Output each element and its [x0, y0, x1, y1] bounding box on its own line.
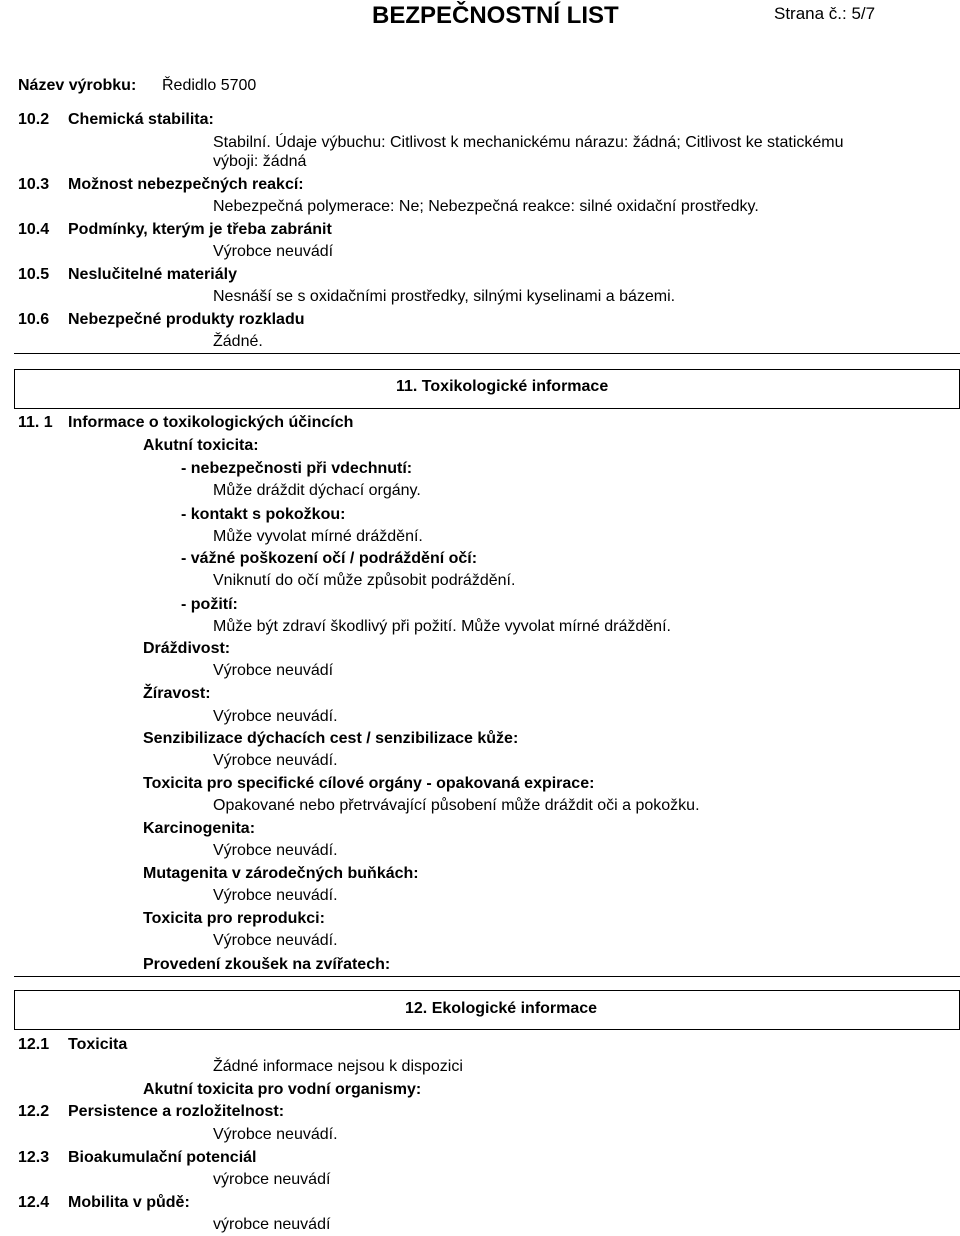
stot-text: Opakované nebo přetrvávající působení může dráždit oči a pokožku. [213, 797, 700, 814]
animal-tests-label: Provedení zkoušek na zvířatech: [143, 956, 391, 973]
section-10-2-title: Chemická stabilita: [68, 111, 214, 128]
sensitization-text: Výrobce neuvádí. [213, 752, 338, 769]
section-12-3-text: výrobce neuvádí [213, 1171, 331, 1188]
section-12-2-number: 12.2 [18, 1103, 50, 1120]
product-name-value: Ředidlo 5700 [162, 77, 257, 94]
section-12-2-text: Výrobce neuvádí. [213, 1126, 338, 1143]
inhalation-text: Může dráždit dýchací orgány. [213, 482, 421, 499]
section-10-3-number: 10.3 [18, 176, 50, 193]
section-11-heading: 11. Toxikologické informace [396, 378, 609, 395]
ingestion-label: - požití: [181, 596, 238, 613]
section-10-6-text: Žádné. [213, 333, 263, 350]
section-12-4-text: výrobce neuvádí [213, 1216, 331, 1233]
section-12-heading: 12. Ekologické informace [405, 1000, 598, 1017]
section-10-2-number: 10.2 [18, 111, 50, 128]
eye-damage-label: - vážné poškození očí / podráždění očí: [181, 550, 478, 567]
reproductive-toxicity-label: Toxicita pro reprodukci: [143, 910, 325, 927]
section-12-4-title: Mobilita v půdě: [68, 1194, 190, 1211]
section-10-5-number: 10.5 [18, 266, 50, 283]
section-10-4-title: Podmínky, kterým je třeba zabránit [68, 221, 332, 238]
corrosion-text: Výrobce neuvádí. [213, 708, 338, 725]
acute-toxicity-label: Akutní toxicita: [143, 437, 259, 454]
document-title: BEZPEČNOSTNÍ LIST [372, 2, 619, 29]
aquatic-toxicity-label: Akutní toxicita pro vodní organismy: [143, 1081, 422, 1098]
carcinogenicity-label: Karcinogenita: [143, 820, 256, 837]
mutagenicity-label: Mutagenita v zárodečných buňkách: [143, 865, 419, 882]
section-10-2-text-line1: Stabilní. Údaje výbuchu: Citlivost k mechanickému nárazu: žádná; Citlivost ke statickému [213, 134, 844, 151]
section-12-2-title: Persistence a rozložitelnost: [68, 1103, 285, 1120]
section-12-3-number: 12.3 [18, 1149, 50, 1166]
section-12-3-title: Bioakumulační potenciál [68, 1149, 257, 1166]
section-10-4-number: 10.4 [18, 221, 50, 238]
sensitization-label: Senzibilizace dýchacích cest / senzibilizace kůže: [143, 730, 519, 747]
skin-contact-label: - kontakt s pokožkou: [181, 506, 346, 523]
section-10-2-text-line2: výboji: žádná [213, 153, 307, 170]
section-10-4-text: Výrobce neuvádí [213, 243, 334, 260]
section-11-1-number: 11. 1 [18, 414, 53, 431]
section-10-6-number: 10.6 [18, 311, 50, 328]
section-12-4-number: 12.4 [18, 1194, 50, 1211]
section-10-6-title: Nebezpečné produkty rozkladu [68, 311, 305, 328]
section-12-1-number: 12.1 [18, 1036, 50, 1053]
eye-damage-text: Vniknutí do očí může způsobit podráždění. [213, 572, 516, 589]
section-12-1-title: Toxicita [68, 1036, 128, 1053]
inhalation-label: - nebezpečnosti při vdechnutí: [181, 460, 413, 477]
carcinogenicity-text: Výrobce neuvádí. [213, 842, 338, 859]
irritation-label: Dráždivost: [143, 640, 231, 657]
section-12-1-text: Žádné informace nejsou k dispozici [213, 1058, 463, 1075]
section-10-5-text: Nesnáší se s oxidačními prostředky, silnými kyselinami a bázemi. [213, 288, 676, 305]
corrosion-label: Žíravost: [143, 685, 211, 702]
reproductive-toxicity-text: Výrobce neuvádí. [213, 932, 338, 949]
irritation-text: Výrobce neuvádí [213, 662, 334, 679]
page-number: Strana č.: 5/7 [774, 4, 876, 23]
section-divider [14, 976, 960, 977]
section-10-5-title: Neslučitelné materiály [68, 266, 237, 283]
stot-label: Toxicita pro specifické cílové orgány - opakovaná expirace: [143, 775, 595, 792]
ingestion-text: Může být zdraví škodlivý při požití. Může vyvolat mírné dráždění. [213, 618, 671, 635]
section-11-1-title: Informace o toxikologických účincích [68, 414, 354, 431]
section-divider [14, 353, 960, 354]
mutagenicity-text: Výrobce neuvádí. [213, 887, 338, 904]
section-10-3-text: Nebezpečná polymerace: Ne; Nebezpečná reakce: silné oxidační prostředky. [213, 198, 759, 215]
section-10-3-title: Možnost nebezpečných reakcí: [68, 176, 304, 193]
skin-contact-text: Může vyvolat mírné dráždění. [213, 528, 423, 545]
product-name-label: Název výrobku: [18, 77, 137, 94]
